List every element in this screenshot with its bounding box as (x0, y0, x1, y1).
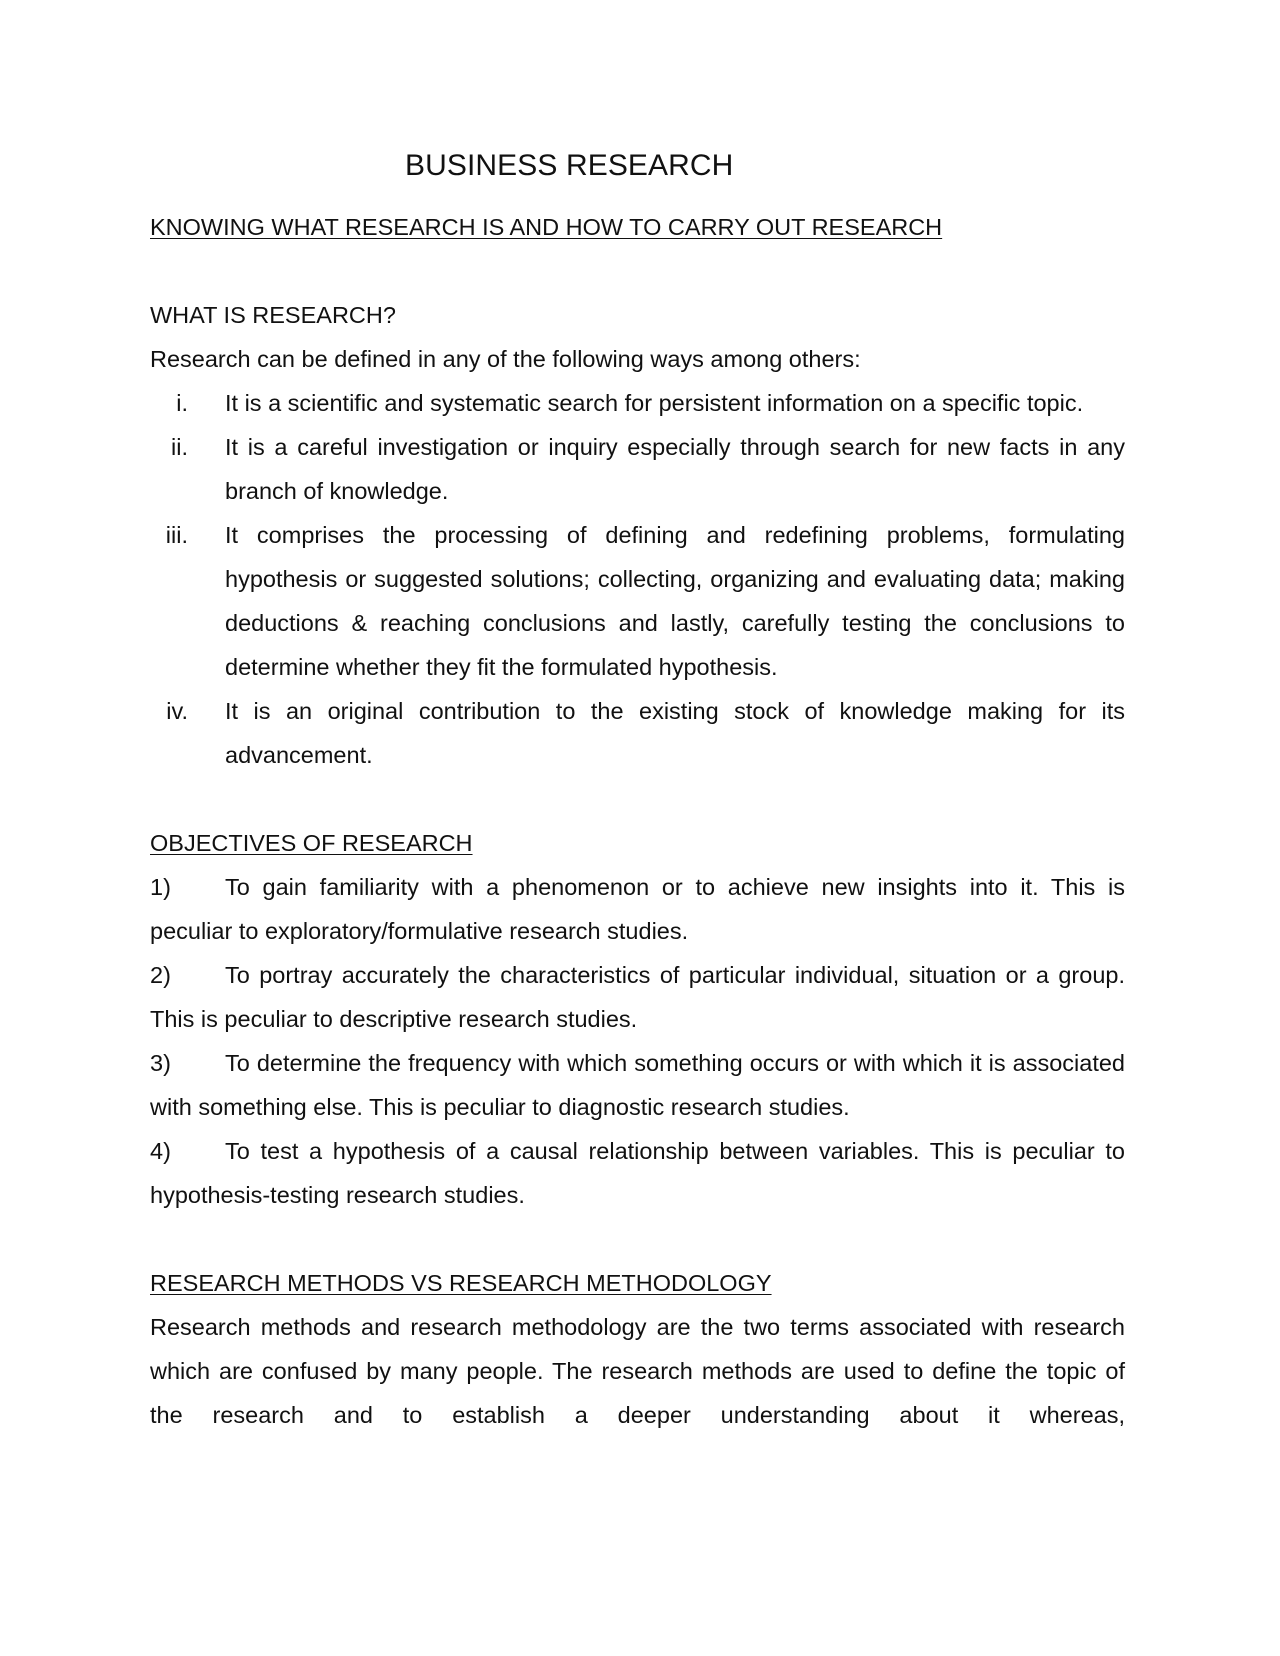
objective-item (150, 953, 1125, 1041)
objectives-list (150, 865, 1125, 1217)
section-heading-objectives: OBJECTIVES OF RESEARCH (150, 830, 473, 856)
spacer (150, 1217, 1125, 1261)
document-subtitle: KNOWING WHAT RESEARCH IS AND HOW TO CARRY OUT RESEARCH (150, 214, 943, 240)
objective-number: 2) (150, 962, 171, 988)
document-body (150, 205, 1125, 1437)
objective-text: To determine the frequency with which something occurs or with which it is associated with something else. This is peculiar to diagnostic research studies. (150, 1050, 1125, 1120)
list-item-text: It is a scientific and systematic search for persistent information on a specific topic. (225, 390, 1084, 416)
list-item-text: It is an original contribution to the existing stock of knowledge making for its advancement. (225, 698, 1125, 768)
section-heading-methods-vs-methodology: RESEARCH METHODS VS RESEARCH METHODOLOGY (150, 1270, 772, 1296)
objective-number: 1) (150, 874, 171, 900)
list-item (150, 689, 1125, 777)
objective-text: To portray accurately the characteristics of particular individual, situation or a group. This is peculiar to descriptive research studies. (150, 962, 1125, 1032)
list-item (150, 513, 1125, 689)
list-item (150, 381, 1125, 425)
list-item-number: iv. (166, 698, 188, 724)
section-body-paragraph: Research methods and research methodology are the two terms associated with research which are confused by many people. The research methods are used to define the topic of the research and to establish a deeper understanding about it whereas, (150, 1314, 1125, 1428)
objective-item (150, 1041, 1125, 1129)
list-item-number: i. (176, 390, 188, 416)
spacer (150, 777, 1125, 821)
objective-number: 3) (150, 1050, 171, 1076)
objective-text: To test a hypothesis of a causal relationship between variables. This is peculiar to hypothesis-testing research studies. (150, 1138, 1125, 1208)
list-item-number: ii. (171, 434, 188, 460)
objective-number: 4) (150, 1138, 171, 1164)
document-title: BUSINESS RESEARCH (405, 149, 734, 182)
section-heading-what-is-research: WHAT IS RESEARCH? (150, 302, 396, 328)
objective-item (150, 865, 1125, 953)
list-item-number: iii. (165, 522, 188, 548)
objective-item (150, 1129, 1125, 1217)
list-item-text: It is a careful investigation or inquiry especially through search for new facts in any branch of knowledge. (225, 434, 1125, 504)
list-item-text: It comprises the processing of defining and redefining problems, formulating hypothesis or suggested solutions; collecting, organizing and evaluating data; making deductions & reaching conclusions and lastly, carefully testing the conclusions to determine whether they fit the formulated hypothesis. (225, 522, 1125, 680)
list-item (150, 425, 1125, 513)
section-intro: Research can be defined in any of the following ways among others: (150, 346, 861, 372)
spacer (150, 249, 1125, 293)
definition-list (150, 381, 1125, 777)
objective-text: To gain familiarity with a phenomenon or to achieve new insights into it. This is peculiar to exploratory/formulative research studies. (150, 874, 1125, 944)
